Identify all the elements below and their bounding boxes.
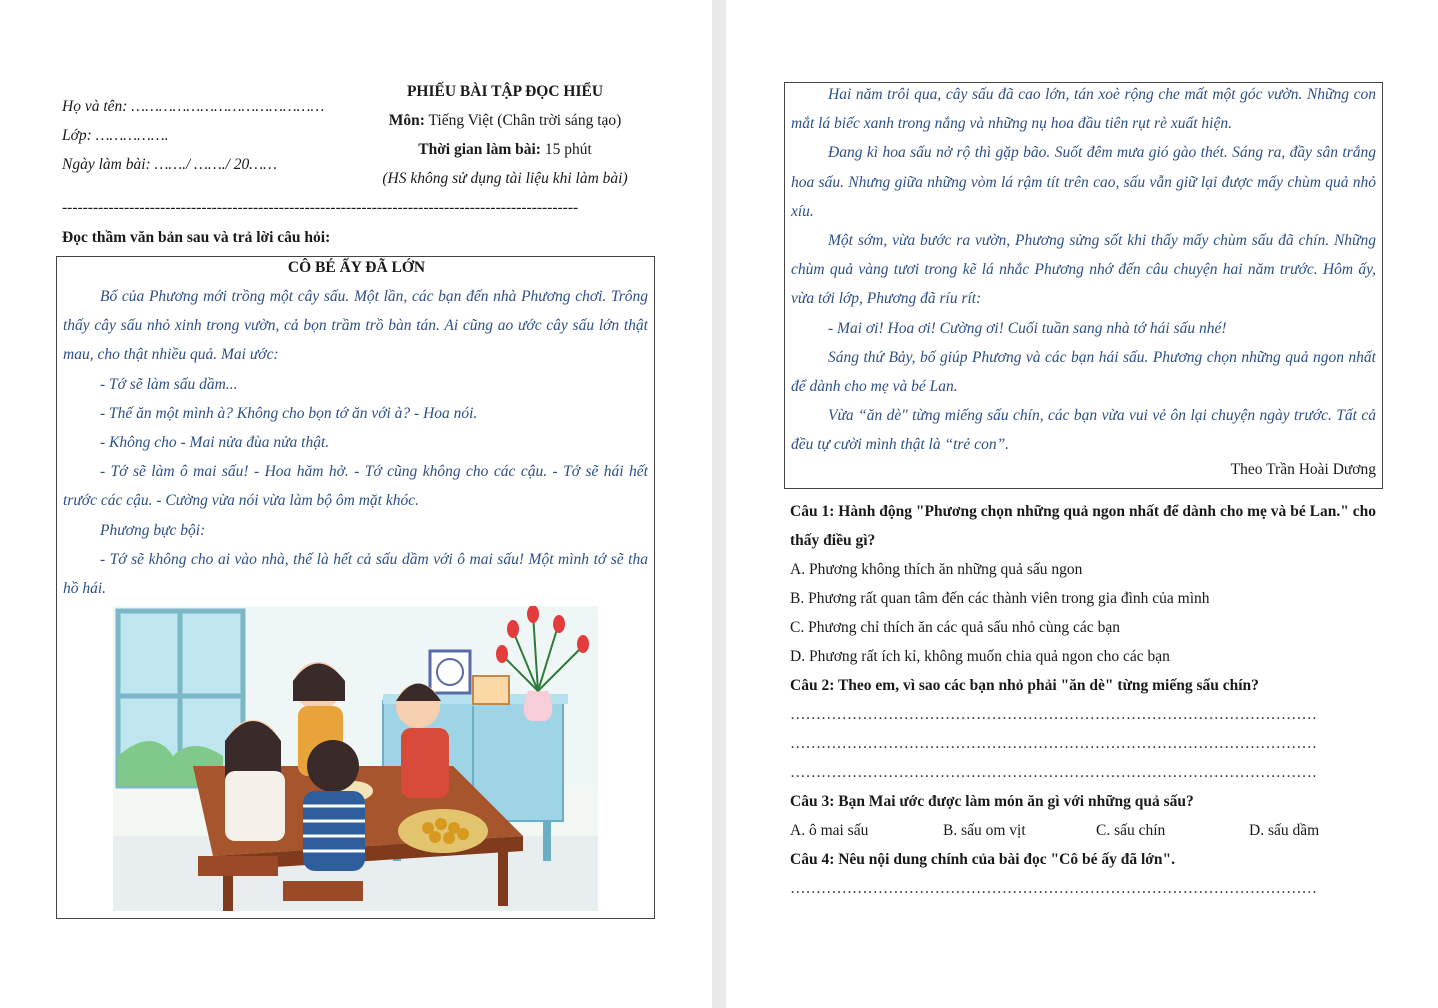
q2-answer-line[interactable]: ………………………………………………………………………………………… — [790, 706, 1317, 723]
question-1: Câu 1: Hành động "Phương chọn những quả ngon nhất để dành cho mẹ và bé Lan." cho thấy điều gì? — [790, 503, 1376, 549]
q3-option-d[interactable]: D. sấu dầm — [1249, 822, 1320, 839]
q3-option-b[interactable]: B. sấu om vịt — [943, 822, 1026, 839]
time-label: Thời gian làm bài: — [418, 141, 541, 158]
q1-option-d[interactable]: D. Phương rất ích kỉ, không muốn chia quả ngon cho các bạn — [790, 648, 1170, 665]
story-paragraph: - Mai ơi! Hoa ơi! Cường ơi! Cuối tuần sang nhà tớ hái sấu nhé! — [828, 319, 1227, 337]
story-text-right — [791, 80, 1376, 460]
story-paragraph: Sáng thứ Bảy, bố giúp Phương và các bạn hái sấu. Phương chọn những quả ngon nhất để dành cho mẹ và bé Lan. — [791, 348, 1376, 396]
q2-answer-line[interactable]: ………………………………………………………………………………………… — [790, 735, 1317, 752]
story-paragraph: Đang kì hoa sấu nở rộ thì gặp bão. Suốt đêm mưa gió gào thét. Sáng ra, đầy sân trắng hoa sấu. Nhưng giữa những vòm lá rậm tít trên cao, sấu vẫn giữ lại được mấy chùm quả nhỏ xíu. — [791, 144, 1376, 220]
q1-option-c[interactable]: C. Phương chỉ thích ăn các quả sấu nhỏ cùng các bạn — [790, 619, 1120, 636]
class-label: Lớp: — [62, 127, 92, 144]
name-label: Họ và tên: — [62, 98, 128, 115]
story-paragraph: - Không cho - Mai nửa đùa nửa thật. — [100, 434, 330, 452]
subject-line — [362, 112, 648, 130]
page-left — [0, 0, 712, 1008]
story-paragraph: Vừa “ăn dè" từng miếng sấu chín, các bạn vừa vui vẻ ôn lại chuyện ngày trước. Tất cả đều tự cười mình thật là “trẻ con”. — [791, 407, 1376, 454]
q1-option-a[interactable]: A. Phương không thích ăn những quả sấu ngon — [790, 561, 1083, 578]
note-line: (HS không sử dụng tài liệu khi làm bài) — [382, 170, 628, 187]
q3-option-c[interactable]: C. sấu chín — [1096, 822, 1166, 839]
worksheet-title: PHIẾU BÀI TẬP ĐỌC HIỂU — [406, 83, 604, 100]
story-box-left — [56, 256, 655, 919]
subject-value: Tiếng Việt (Chân trời sáng tạo) — [428, 112, 622, 129]
question-2: Câu 2: Theo em, vì sao các bạn nhỏ phải "ăn dè" từng miếng sấu chín? — [790, 677, 1259, 694]
question-4: Câu 4: Nêu nội dung chính của bài đọc "Cô bé ấy đã lớn". — [790, 851, 1175, 868]
question-3: Câu 3: Bạn Mai ước được làm món ăn gì với những quả sấu? — [790, 793, 1194, 810]
class-line — [62, 127, 168, 145]
class-dots: ……………. — [95, 127, 169, 144]
name-line — [62, 98, 324, 116]
story-text-left — [63, 282, 648, 603]
q4-answer-line[interactable]: ………………………………………………………………………………………… — [790, 880, 1317, 897]
q3-options — [790, 816, 1376, 845]
story-paragraph: Phương bực bội: — [100, 521, 206, 539]
story-paragraph: Hai năm trôi qua, cây sấu đã cao lớn, tán xoè rộng che mất một góc vườn. Những con mắt lá biếc xanh trong nắng và những nụ hoa đầu tiên rụt rè xuất hiện. — [791, 86, 1376, 133]
separator: ---------------------------------------------------------------------------------------------------- — [62, 199, 579, 216]
story-title: CÔ BÉ ẤY ĐÃ LỚN — [287, 259, 426, 276]
q3-option-a[interactable]: A. ô mai sấu — [790, 822, 869, 839]
story-paragraph: - Tớ sẽ làm ô mai sấu! - Hoa hăm hở. - Tớ cũng không cho các cậu. - Tớ sẽ hái hết trước các cậu. - Cường vừa nói vừa làm bộ ôm mặt khóc. — [63, 463, 648, 510]
story-illustration — [113, 606, 598, 911]
question-block — [790, 497, 1376, 903]
time-value: 15 phút — [544, 141, 592, 158]
window-shape — [118, 611, 243, 786]
story-paragraph: - Tớ sẽ không cho ai vào nhà, thế là hết cả sấu dầm với ô mai sấu! Một mình tớ sẽ tha hồ hái. — [63, 550, 648, 598]
instruction: Đọc thầm văn bản sau và trả lời câu hỏi: — [62, 229, 331, 246]
story-paragraph: - Tớ sẽ làm sấu dầm... — [100, 375, 238, 393]
story-paragraph: Một sớm, vừa bước ra vườn, Phương sửng sốt khi thấy mấy chùm sấu đã chín. Những chùm quả vàng tươi trong kẽ lá nhắc Phương nhớ đến câu chuyện hai năm trước. Hôm ấy, vừa tới lớp, Phương đã ríu rít: — [791, 232, 1376, 308]
date-value: ……./ ……./ 20…… — [154, 156, 277, 173]
date-label: Ngày làm bài: — [62, 156, 151, 173]
story-paragraph: - Thế ăn một mình à? Không cho bọn tớ ăn với à? - Hoa nói. — [100, 404, 478, 422]
subject-label: Môn: — [388, 112, 425, 129]
story-source: Theo Trần Hoài Dương — [1230, 461, 1376, 478]
date-line — [62, 156, 277, 174]
story-box-right — [784, 82, 1383, 489]
story-paragraph: Bố của Phương mới trồng một cây sấu. Một lần, các bạn đến nhà Phương chơi. Trông thấy cây sấu nhỏ xinh trong vườn, cả bọn trầm trồ bàn tán. Ai cũng ao ước cây sấu lớn thật mau, cho thật nhiều quả. Mai ước: — [63, 288, 648, 364]
q1-option-b[interactable]: B. Phương rất quan tâm đến các thành viên trong gia đình của mình — [790, 590, 1210, 607]
time-line — [370, 141, 640, 159]
name-dots: …………………………………… — [131, 98, 325, 115]
q2-answer-line[interactable]: ………………………………………………………………………………………… — [790, 764, 1317, 781]
